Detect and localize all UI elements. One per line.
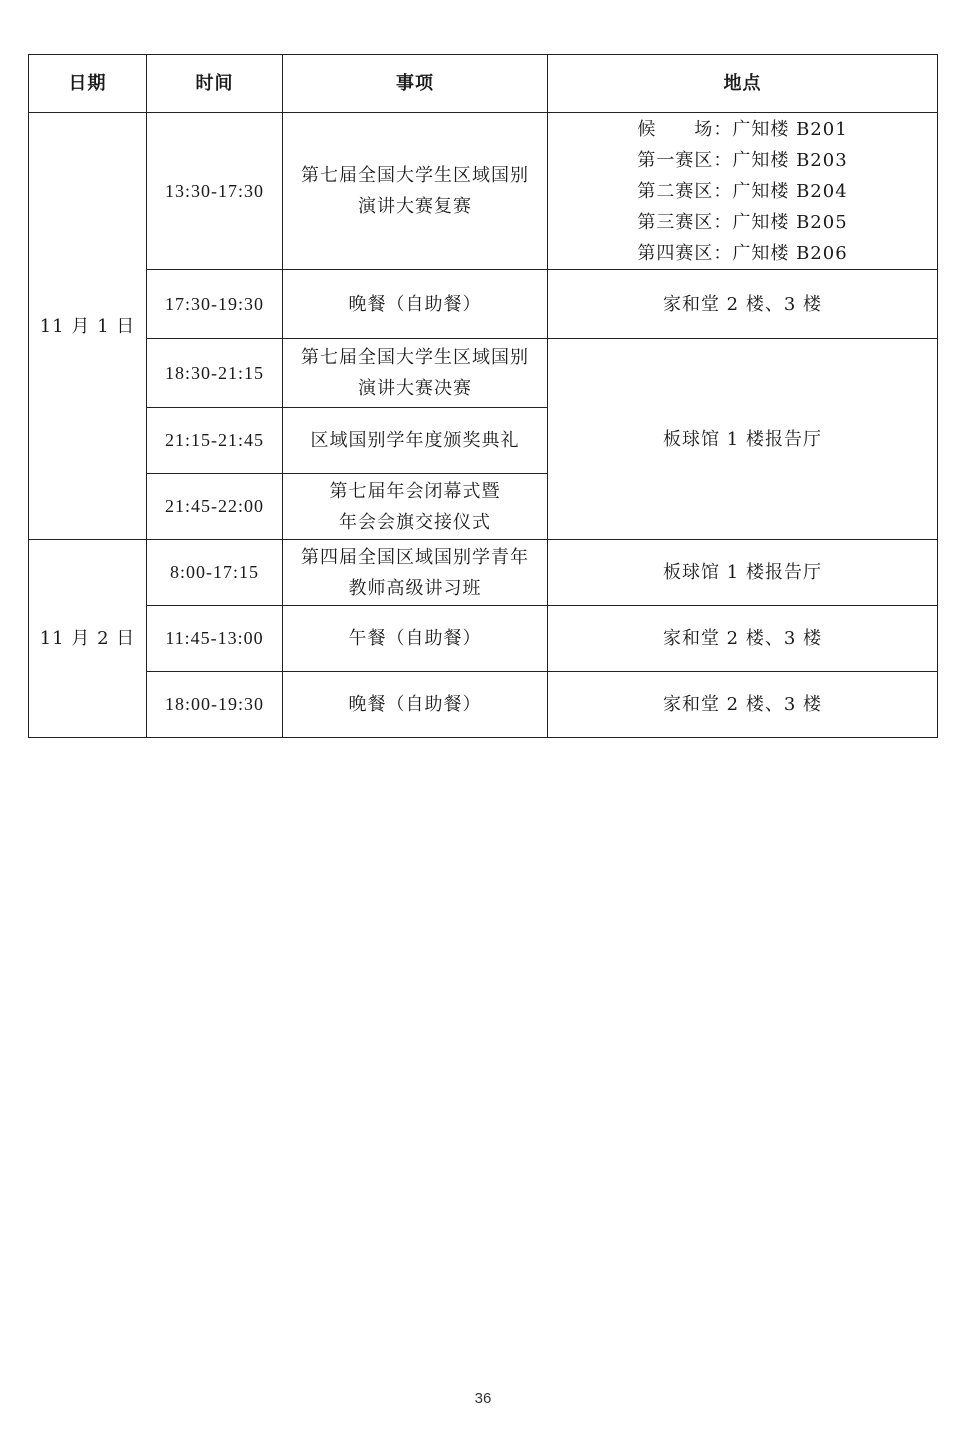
venue-line: 第一赛区：广知楼 B203 bbox=[637, 149, 848, 171]
event-line: 演讲大赛复赛 bbox=[358, 196, 472, 217]
time-cell: 8:00-17:15 bbox=[147, 540, 283, 606]
event-cell bbox=[283, 113, 548, 270]
date-cell-day2: 11 月 2 日 bbox=[29, 540, 147, 738]
table-row bbox=[29, 270, 938, 339]
venue-list bbox=[637, 114, 847, 269]
event-cell: 区域国别学年度颁奖典礼 bbox=[283, 408, 548, 474]
schedule-table bbox=[28, 54, 938, 738]
time-cell: 18:00-19:30 bbox=[147, 672, 283, 738]
venue-cell bbox=[548, 113, 938, 270]
event-line: 演讲大赛决赛 bbox=[358, 378, 472, 399]
venue-line: 第二赛区：广知楼 B204 bbox=[637, 180, 848, 202]
time-cell: 21:45-22:00 bbox=[147, 474, 283, 540]
venue-cell: 家和堂 2 楼、3 楼 bbox=[548, 606, 938, 672]
venue-cell: 板球馆 1 楼报告厅 bbox=[548, 339, 938, 540]
table-row bbox=[29, 540, 938, 606]
header-date: 日期 bbox=[29, 55, 147, 113]
event-line: 第四届全国区域国别学青年 bbox=[301, 546, 529, 568]
event-cell: 午餐（自助餐） bbox=[283, 606, 548, 672]
event-cell bbox=[283, 474, 548, 540]
time-cell: 13:30-17:30 bbox=[147, 113, 283, 270]
time-cell: 11:45-13:00 bbox=[147, 606, 283, 672]
event-line: 第七届全国大学生区域国别 bbox=[301, 347, 529, 368]
event-cell: 晚餐（自助餐） bbox=[283, 672, 548, 738]
time-cell: 21:15-21:45 bbox=[147, 408, 283, 474]
page-number: 36 bbox=[474, 1390, 492, 1407]
venue-line: 第三赛区：广知楼 B205 bbox=[637, 211, 848, 233]
event-line: 第七届全国大学生区域国别 bbox=[301, 165, 529, 186]
venue-cell: 板球馆 1 楼报告厅 bbox=[548, 540, 938, 606]
event-cell bbox=[283, 339, 548, 408]
table-row bbox=[29, 113, 938, 270]
venue-cell: 家和堂 2 楼、3 楼 bbox=[548, 270, 938, 339]
event-line: 第七届年会闭幕式暨 bbox=[329, 480, 501, 502]
header-time: 时间 bbox=[147, 55, 283, 113]
time-cell: 17:30-19:30 bbox=[147, 270, 283, 339]
date-cell-day1: 11 月 1 日 bbox=[29, 113, 147, 540]
venue-cell: 家和堂 2 楼、3 楼 bbox=[548, 672, 938, 738]
table-row bbox=[29, 672, 938, 738]
venue-line: 第四赛区：广知楼 B206 bbox=[637, 242, 848, 264]
event-line: 教师高级讲习班 bbox=[348, 577, 482, 599]
event-cell: 晚餐（自助餐） bbox=[283, 270, 548, 339]
time-cell: 18:30-21:15 bbox=[147, 339, 283, 408]
event-cell bbox=[283, 540, 548, 606]
venue-line: 候 场：广知楼 B201 bbox=[637, 118, 848, 140]
header-venue: 地点 bbox=[548, 55, 938, 113]
event-line: 年会会旗交接仪式 bbox=[339, 511, 491, 533]
table-row bbox=[29, 606, 938, 672]
table-row bbox=[29, 339, 938, 408]
header-event: 事项 bbox=[283, 55, 548, 113]
header-row bbox=[29, 55, 938, 113]
